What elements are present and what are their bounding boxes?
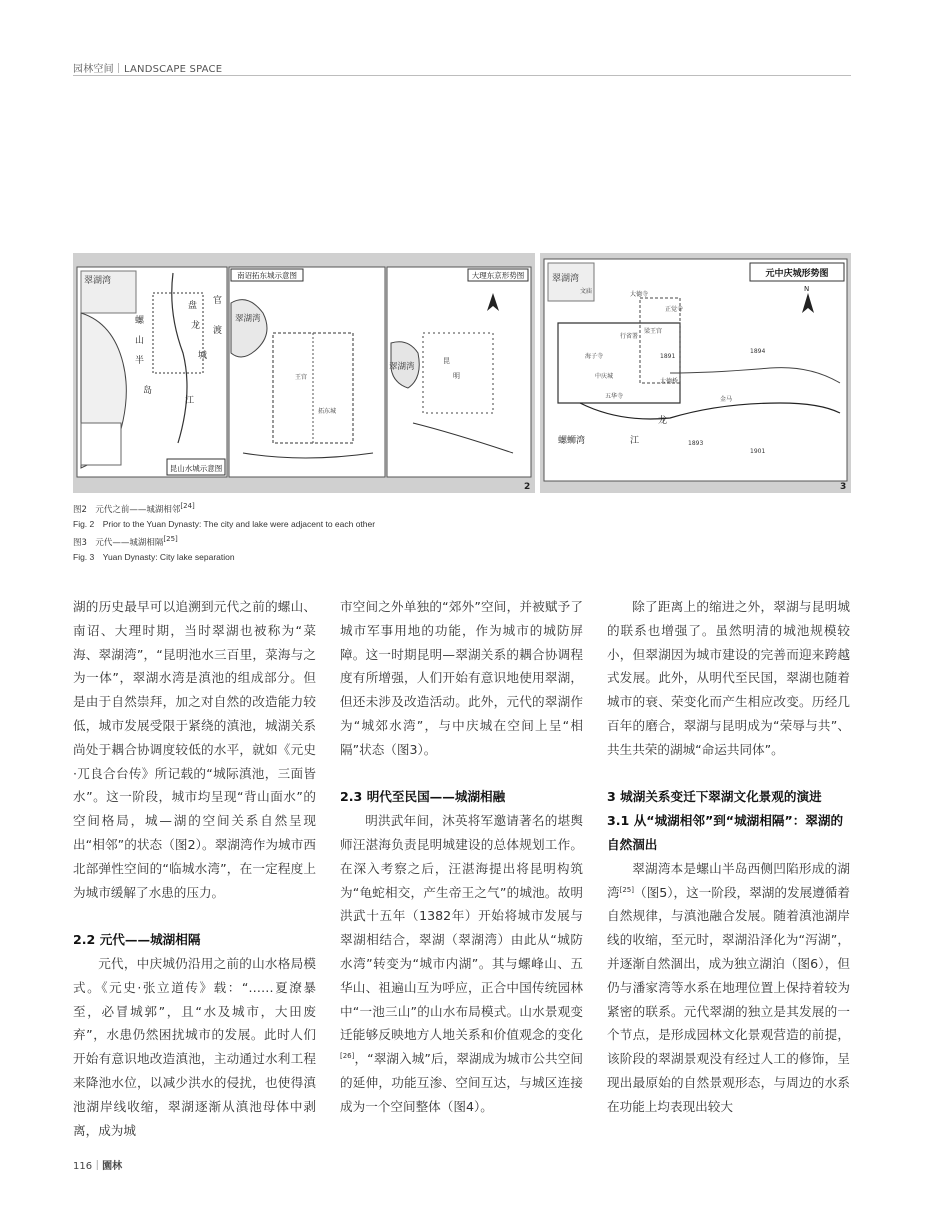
page-footer: [73, 1157, 122, 1172]
map-d-label-12: 1891: [660, 353, 676, 360]
map-d-title: 元中庆城形势图: [765, 269, 829, 279]
map-b-tag: 翠湖湾: [235, 314, 261, 324]
col1-paragraph-1: 湖的历史最早可以追溯到元代之前的螺山、南诏、大理时期，当时翠湖也被称为“菜海、翠湖湾”，“昆明池水三百里，菜海与之为一体”，翠湖水湾是滇池的组成部分。但是由于自然崇拜，加之对自然的改造能力较低，城市发展受限于紧绕的滇池，城湖关系尚处于耦合协调度较低的水平，就如《元史·兀良合台传》所记载的“城际滇池，三面皆水”。这一阶段，城市均呈现“背山面水”的空间格局，城—湖的空间关系自然呈现出“相邻”的状态（图2）。翠湖湾作为城市西北部弹性空间的“临城水湾”，在一定程度上为城市缓解了水患的压力。: [73, 599, 316, 900]
footer-separator: ｜: [92, 1161, 103, 1172]
figure-2-caption-cn: 图2 元代之前——城湖相邻[24]: [73, 502, 195, 515]
col1-paragraph-2: 元代，中庆城仍沿用之前的山水格局模式。《元史·张立道传》载：“……夏潦暴至，必冒城郭”，且“水及城市，大田废弃”，水患仍然困扰城市的发展。此时人们开始有意识地改造滇池，主动通过水利工程来降池水位，以减少洪水的侵扰，也使得滇池湖岸线收缩，翠湖逐渐从滇池母体中剥离，成为城: [73, 955, 316, 1138]
map-a-label-2: 山: [135, 336, 145, 346]
figure-2-caption: [73, 503, 375, 530]
map-d-label-8: 五华寺: [605, 393, 624, 400]
col2-citation: [26]: [340, 1051, 355, 1060]
figure-3-map: [540, 253, 851, 493]
map-d-tag: 翠湖湾: [552, 274, 580, 284]
map-a-label-10: 渡: [213, 326, 223, 336]
map-d-label-11: 金马: [720, 396, 733, 403]
map-c-title: 大理东京形势图: [471, 271, 525, 280]
map-d-label-13: 1894: [750, 348, 766, 355]
body-column-1: [73, 595, 316, 1142]
map-a-title: 昆山水城示意图: [169, 464, 223, 473]
header-rule: [73, 75, 851, 76]
col2-paragraph-1: 市空间之外单独的“郊外”空间，并被赋予了城市军事用地的功能，作为城市的城防屏障。这一时期昆明—翠湖关系的耦合协调程度有所增强，人们开始有意识地使用翠湖，但还未涉及改造活动。此外，元代的翠湖作为“城郊水湾”，与中庆城在空间上呈“相隔”状态（图3）。: [340, 599, 583, 757]
section-heading-2-3: 2.3 明代至民国——城湖相融: [340, 789, 506, 805]
map-d-label-14: 1893: [688, 440, 704, 447]
figure-3-caption-cn: 图3 元代——城湖相隔[25]: [73, 535, 178, 548]
col3-paragraph-2: 翠湖湾本是螺山半岛西侧凹陷形成的湖湾[25]（图5），这一阶段，翠湖的发展遵循着自然规律，与滇池融合发展。随着滇池湖岸线的收缩，至元时，翠湖沿泽化为“泻湖”，并逐渐自然涸出，成为独立湖泊（图6），但仍与潘家湾等水系在地理位置上保持着较为紧密的联系。元代翠湖的独立是其发展的一个节点，是形成园林文化景观营造的前提，该阶段的翠湖景观没有经过人工的修饰，呈现出最原始的自然景观形态，与周边的水系在功能上均表现出较大: [607, 860, 850, 1114]
figure-2: [73, 253, 535, 493]
running-header: 园林空间｜LANDSCAPE SPACE: [73, 64, 223, 75]
map-d-label-2: 大德寺: [630, 291, 649, 298]
map-a-label-4: 岛: [143, 386, 153, 396]
map-b-label-2: 拓东城: [318, 408, 337, 415]
map-a-tag: 翠湖湾: [84, 276, 112, 286]
figure-2-maps: [73, 253, 535, 493]
map-a-label-8: 城: [198, 351, 208, 361]
figure-3-number: 3: [840, 482, 847, 492]
col3-paragraph-1: 除了距离上的缩进之外，翠湖与昆明城的联系也增强了。虽然明清的城池规模较小，但翠湖因为城市建设的完善而迎来跨越式发展。此外，从明代至民国，翠湖也随着城市的衰、荣变化而产生相应改变。历经几百年的磨合，翠湖与昆明成为“荣辱与共”、共生共荣的湖城“命运共同体”。: [607, 599, 850, 757]
map-c-label-2: 明: [453, 372, 460, 380]
map-b-frame: [229, 267, 385, 477]
figure-2-caption-en: Fig. 2 Prior to the Yuan Dynasty: The city and lake were adjacent to each other: [73, 519, 376, 529]
map-d-north-label: N: [804, 285, 810, 293]
map-d-label-5: 行省署: [620, 333, 639, 340]
figure-3-caption-ref: [25]: [163, 535, 178, 544]
figure-2-number: 2: [524, 482, 531, 492]
map-d-label-9: 龙: [658, 416, 668, 426]
map-d-label-1: 文庙: [580, 288, 593, 295]
map-a-label-5: 盘: [188, 301, 198, 311]
section-heading-3: 3 城湖关系变迁下翠湖文化景观的演进: [607, 789, 822, 805]
map-d-label-17: 大德桥: [660, 378, 679, 385]
map-a-legend: [81, 423, 121, 465]
figure-3-caption: [73, 536, 235, 563]
map-d-label-10: 江: [630, 436, 640, 446]
figure-3-caption-en: Fig. 3 Yuan Dynasty: City lake separation: [73, 552, 235, 562]
map-d-label-3: 正觉寺: [665, 306, 684, 313]
body-column-3: [607, 595, 850, 1119]
map-a-label-1: 螺: [135, 316, 145, 326]
map-a-label-3: 半: [135, 356, 145, 366]
map-d-label-15: 1901: [750, 448, 766, 455]
map-a-label-9: 官: [213, 296, 223, 306]
col3-citation: [25]: [619, 885, 634, 894]
map-b-title: 南诏拓东城示意图: [237, 271, 297, 280]
map-d-label-16: 螺蛳湾: [558, 436, 586, 446]
col2-paragraph-2: 明洪武年间，沐英将军邀请著名的堪舆师汪湛海负责昆明城建设的总体规划工作。在深入考察之后，汪湛海提出将昆明构筑为“龟蛇相交，产生帝王之气”的城池。故明洪武十五年（1382年）开始将城市发展与翠湖相结合，翠湖（翠湖湾）由此从“城防水湾”转变为“城市内湖”。其与螺峰山、五华山、祖遍山互为呼应，正合中国传统园林中“一池三山”的山水布局模式。山水景观变迁能够反映地方人地关系和价值观念的变化[26]，“翠湖入城”后，翠湖成为城市公共空间的延伸，功能互渗、空间互达，与城区连接成为一个空间整体（图4）。: [340, 813, 583, 1114]
section-heading-3-1: 3.1 从“城湖相邻”到“城湖相隔”：翠湖的自然涸出: [607, 813, 844, 852]
journal-name: 園林: [102, 1161, 123, 1172]
map-c-tag: 翠湖湾: [389, 362, 415, 372]
figures-area: [73, 253, 851, 493]
figure-3: [540, 253, 851, 493]
map-d-label-4: 梁王宫: [644, 328, 663, 335]
map-d-label-6: 海子寺: [585, 353, 604, 360]
map-a-label-7: 江: [185, 396, 195, 406]
map-d-label-7: 中庆城: [595, 373, 614, 380]
map-c-label-1: 昆: [443, 357, 450, 365]
figure-2-caption-ref: [24]: [180, 502, 195, 511]
page-number: 116: [73, 1161, 93, 1172]
body-column-2: [340, 595, 583, 1119]
map-a-label-6: 龙: [191, 321, 201, 331]
section-heading-2-2: 2.2 元代——城湖相隔: [73, 932, 201, 948]
map-b-label-1: 王宫: [295, 374, 308, 381]
